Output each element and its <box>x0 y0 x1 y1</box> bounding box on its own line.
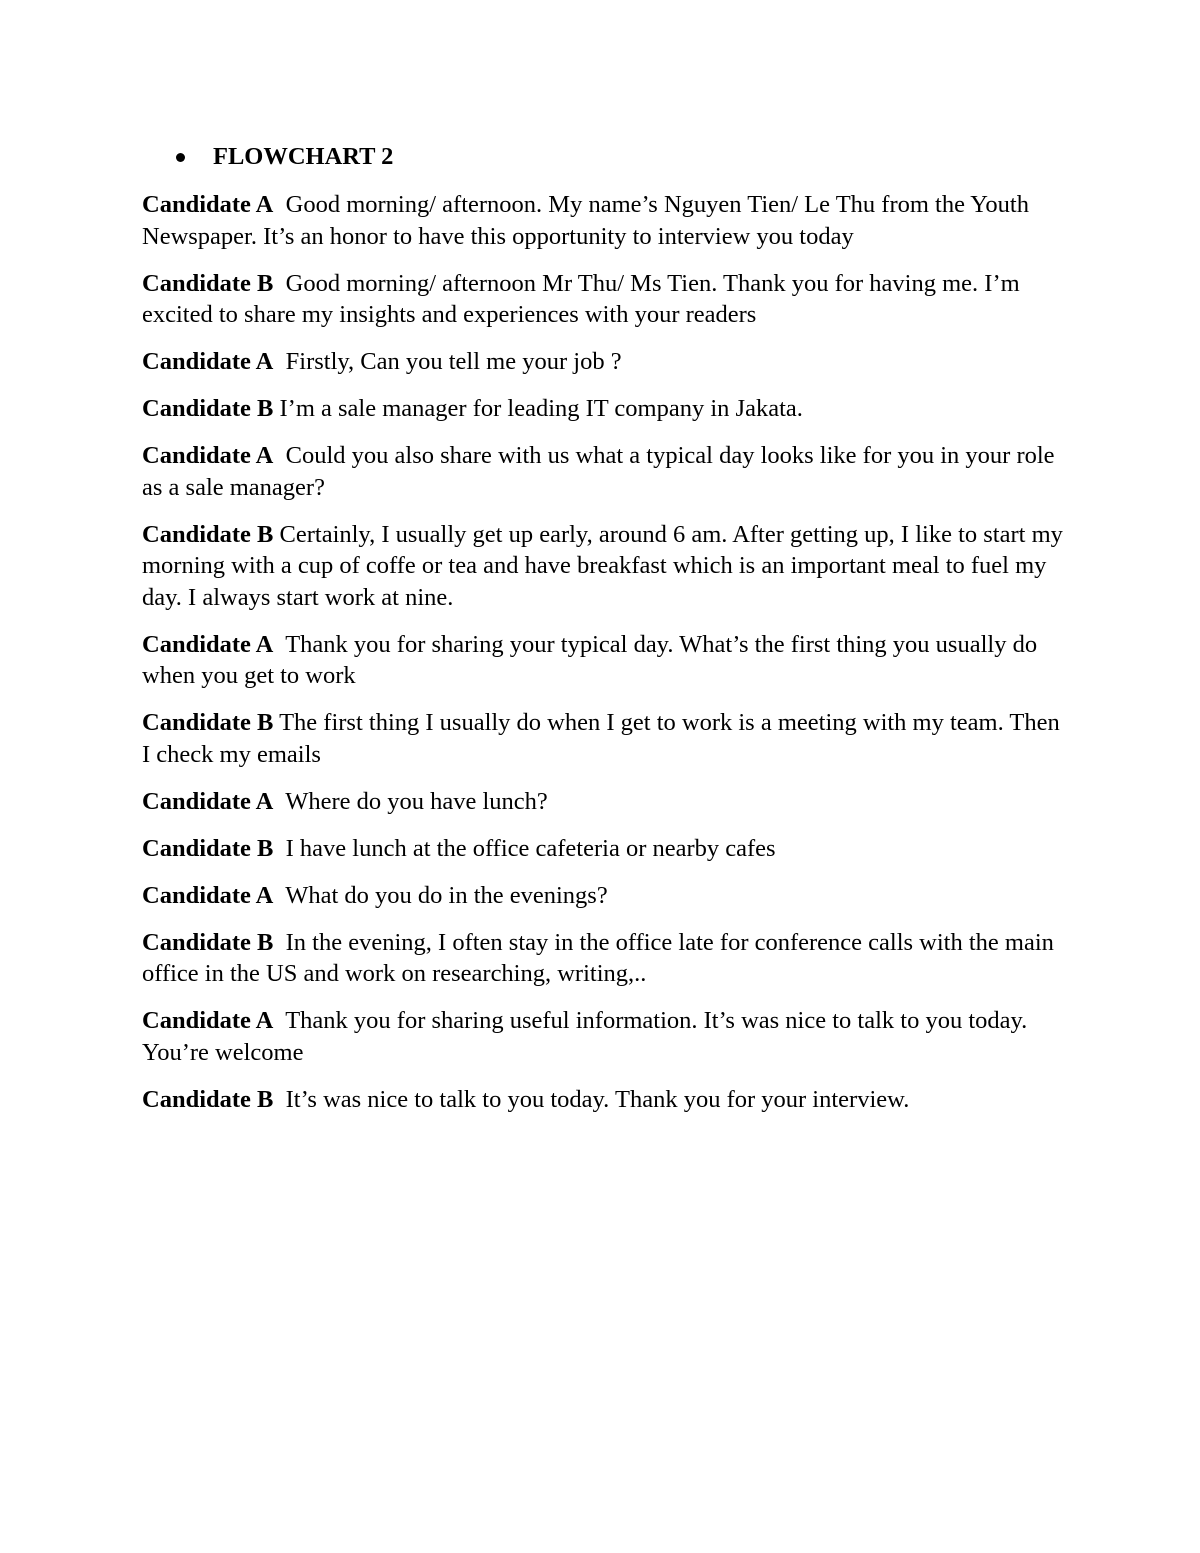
turn-separator <box>273 1007 285 1034</box>
speaker-label: Candidate B <box>142 1085 274 1113</box>
speaker-label: Candidate A <box>142 1007 274 1034</box>
speaker-label: Candidate A <box>142 442 274 469</box>
dialogue-turn <box>142 786 1067 818</box>
speaker-label: Candidate A <box>142 191 274 218</box>
speaker-label: Candidate A <box>142 787 274 815</box>
turn-text: Good morning/ afternoon. My name’s Nguyen Tien/ Le Thu from the Youth Newspaper. It’s an honor to have this opportunity to interview you today <box>142 191 1029 250</box>
dialogue-list <box>142 189 1067 1131</box>
turn-text: I’m a sale manager for leading IT company in Jakata. <box>279 395 803 422</box>
turn-text: What do you do in the evenings? <box>285 881 608 909</box>
turn-text: Where do you have lunch? <box>285 787 548 815</box>
dialogue-turn <box>142 880 1067 912</box>
dialogue-turn <box>142 833 1067 865</box>
dialogue-turn <box>142 519 1067 614</box>
speaker-label: Candidate A <box>142 881 274 909</box>
dialogue-turn <box>142 1005 1067 1068</box>
turn-text: Thank you for sharing useful information. It’s was nice to talk to you today. You’re welcome <box>142 1007 1028 1066</box>
dialogue-turn <box>142 1084 1067 1116</box>
speaker-label: Candidate B <box>142 520 274 548</box>
turn-text: Could you also share with us what a typical day looks like for you in your role as a sale manager? <box>142 442 1055 501</box>
turn-text: In the evening, I often stay in the office late for conference calls with the main office in the US and work on researching, writing,.. <box>142 928 1054 987</box>
turn-text: It’s was nice to talk to you today. Thank you for your interview. <box>285 1085 910 1113</box>
turn-text: Good morning/ afternoon Mr Thu/ Ms Tien. Thank you for having me. I’m excited to share my insights and experiences with your readers <box>142 269 1020 328</box>
speaker-label: Candidate B <box>142 834 274 862</box>
dialogue-turn <box>142 189 1067 252</box>
turn-text: I have lunch at the office cafeteria or nearby cafes <box>285 834 776 862</box>
dialogue-turn <box>142 707 1067 770</box>
turn-separator <box>273 348 285 375</box>
bullet-icon <box>176 153 185 162</box>
turn-separator <box>273 929 285 956</box>
dialogue-turn <box>142 346 1067 378</box>
speaker-label: Candidate B <box>142 709 274 736</box>
turn-text: Thank you for sharing your typical day. What’s the first thing you usually do when you get to work <box>142 630 1038 689</box>
dialogue-turn <box>142 393 1067 425</box>
turn-separator <box>273 442 285 469</box>
dialogue-turn <box>142 268 1067 331</box>
heading-text: FLOWCHART 2 <box>213 143 394 170</box>
speaker-label: Candidate B <box>142 269 274 297</box>
turn-separator <box>273 191 285 218</box>
dialogue-turn <box>142 927 1067 990</box>
turn-separator <box>273 882 285 909</box>
turn-separator <box>273 270 285 297</box>
turn-separator <box>273 835 285 862</box>
speaker-label: Candidate A <box>142 630 274 658</box>
turn-text: Certainly, I usually get up early, around 6 am. After getting up, I like to start my morning with a cup of coffe or tea and have breakfast which is an important meal to fuel my day. I always start work at nine. <box>142 520 1063 611</box>
turn-text: Firstly, Can you tell me your job ? <box>285 348 622 375</box>
dialogue-turn <box>142 440 1067 503</box>
turn-text: The first thing I usually do when I get to work is a meeting with my team. Then I check my emails <box>142 709 1060 768</box>
section-heading <box>174 142 393 172</box>
turn-separator <box>273 788 285 815</box>
dialogue-turn <box>142 629 1067 692</box>
speaker-label: Candidate B <box>142 395 274 422</box>
turn-separator <box>273 631 285 658</box>
speaker-label: Candidate A <box>142 348 274 375</box>
turn-separator <box>273 1086 285 1113</box>
speaker-label: Candidate B <box>142 928 274 956</box>
